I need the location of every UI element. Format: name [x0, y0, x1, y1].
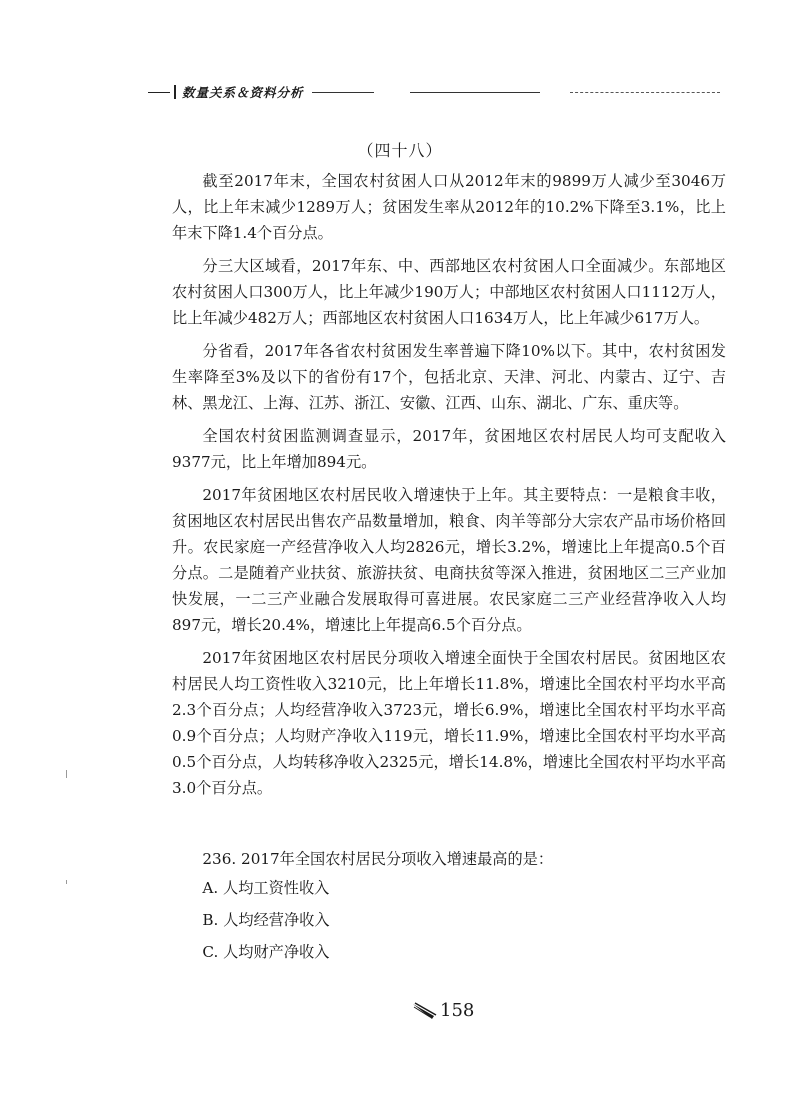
passage	[172, 168, 726, 808]
header-rule-segment	[410, 92, 540, 93]
header-bar	[174, 85, 176, 99]
scan-artifact	[66, 770, 67, 778]
paragraph: 全国农村贫困监测调查显示，2017年，贫困地区农村居民人均可支配收入9377元，比上年增加894元。	[172, 427, 726, 471]
header-rule-segment	[570, 92, 720, 93]
header-rule	[312, 92, 374, 93]
header-lead-dash	[148, 92, 170, 93]
question-block	[172, 846, 726, 971]
question-stem: 236. 2017年全国农村居民分项收入增速最高的是：	[202, 850, 554, 868]
option-a: A. 人均工资性收入	[202, 879, 330, 897]
running-header	[148, 82, 720, 102]
paragraph: 截至2017年末，全国农村贫困人口从2012年末的9899万人减少至3046万人，比上年末减少1289万人；贫困发生率从2012年的10.2%下降至3.1%，比上年末下降1.4个百分点。	[172, 172, 726, 242]
paragraph: 2017年贫困地区农村居民收入增速快于上年。其主要特点：一是粮食丰收，贫困地区农村居民出售农产品数量增加，粮食、肉羊等部分大宗农产品市场价格回升。农民家庭一产经营净收入人均2826元，增长3.2%，增速比上年提高0.5个百分点。二是随着产业扶贫、旅游扶贫、电商扶贫等深入推进，贫困地区二三产业加快发展，一二三产业融合发展取得可喜进展。农民家庭二三产业经营净收入人均897元，增长20.4%，增速比上年提高6.5个百分点。	[172, 486, 726, 634]
option-c: C. 人均财产净收入	[202, 943, 330, 961]
quill-icon	[412, 1002, 438, 1020]
section-title: （四十八）	[357, 141, 443, 160]
scan-artifact	[66, 880, 67, 884]
page-number: 158	[440, 1000, 475, 1021]
paragraph: 2017年贫困地区农村居民分项收入增速全面快于全国农村居民。贫困地区农村居民人均工资性收入3210元，比上年增长11.8%，增速比全国农村平均水平高2.3个百分点；人均经营净收入3723元，增长6.9%，增速比全国农村平均水平高0.9个百分点；人均财产净收入119元，增长11.9%，增速比全国农村平均水平高0.5个百分点，人均转移净收入2325元，增长14.8%，增速比全国农村平均水平高3.0个百分点。	[172, 649, 726, 797]
page-number-block	[412, 1000, 474, 1021]
paragraph: 分省看，2017年各省农村贫困发生率普遍下降10%以下。其中，农村贫困发生率降至3%及以下的省份有17个，包括北京、天津、河北、内蒙古、辽宁、吉林、黑龙江、上海、江苏、浙江、安徽、江西、山东、湖北、广东、重庆等。	[172, 342, 726, 412]
header-title: 数量关系＆资料分析	[182, 85, 304, 100]
option-b: B. 人均经营净收入	[202, 911, 330, 929]
paragraph: 分三大区域看，2017年东、中、西部地区农村贫困人口全面减少。东部地区农村贫困人口300万人，比上年减少190万人；中部地区农村贫困人口1112万人，比上年减少482万人；西部地区农村贫困人口1634万人，比上年减少617万人。	[172, 257, 726, 327]
